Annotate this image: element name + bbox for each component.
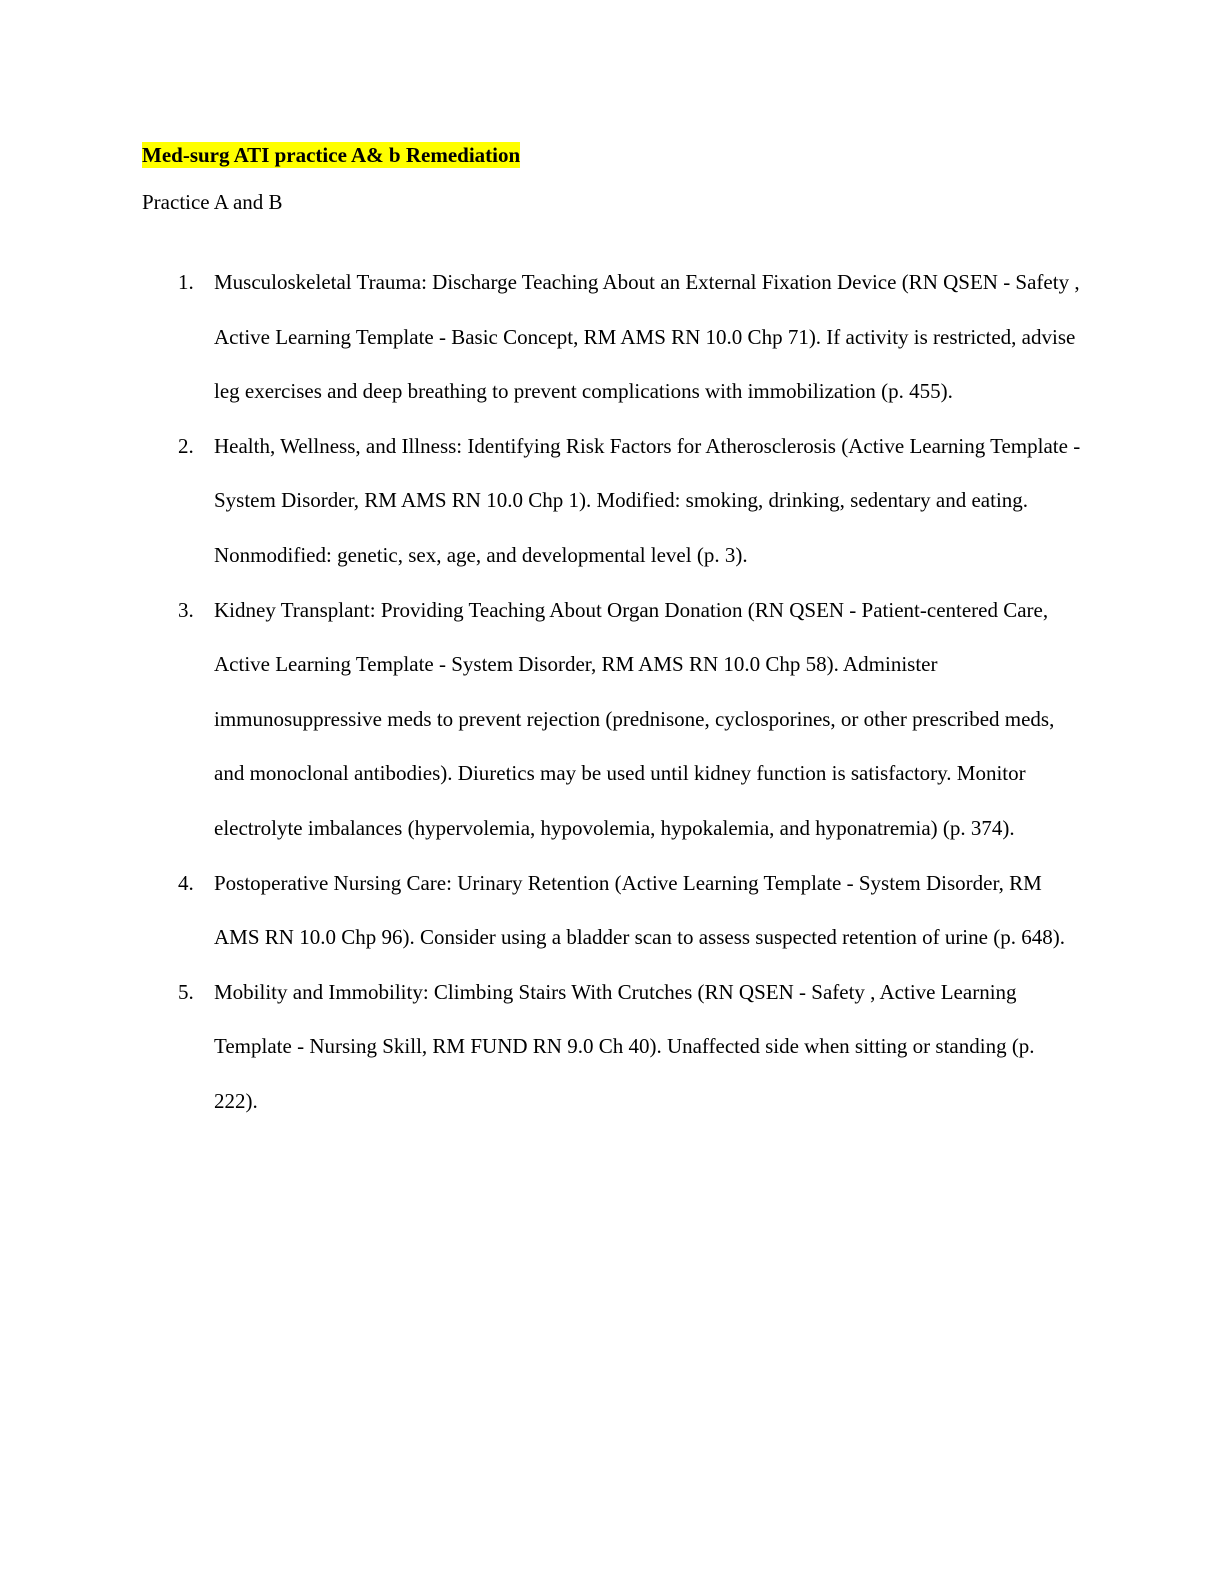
list-item-number: 5.: [178, 979, 194, 1004]
document-subtitle: Practice A and B: [142, 190, 283, 214]
remediation-list: [142, 255, 1082, 1129]
document-title: [142, 140, 520, 170]
list-item: [142, 583, 1082, 856]
list-item-text: Mobility and Immobility: Climbing Stairs With Crutches (RN QSEN - Safety , Active Learning Template - Nursing Skill, RM FUND RN 9.0 Ch 40). Unaffected side when sitting or standing (p. 222).: [214, 979, 1035, 1113]
list-item: [142, 856, 1082, 965]
list-item-number: 3.: [178, 597, 194, 622]
list-item-text: Musculoskeletal Trauma: Discharge Teaching About an External Fixation Device (RN QSEN - Safety , Active Learning Template - Basic Concept, RM AMS RN 10.0 Chp 71). If activity is restricted, advise leg exercises and deep breathing to prevent complications with immobilization (p. 455).: [214, 270, 1080, 404]
list-item-text: Health, Wellness, and Illness: Identifying Risk Factors for Atherosclerosis (Active Learning Template - System Disorder, RM AMS RN 10.0 Chp 1). Modified: smoking, drinking, sedentary and eating. Nonmodified: genetic, sex, age, and developmental level (p. 3).: [214, 433, 1081, 567]
list-item: [142, 965, 1082, 1129]
list-item: [142, 255, 1082, 419]
list-item-number: 2.: [178, 433, 194, 458]
list-item: [142, 419, 1082, 583]
list-item-number: 1.: [178, 270, 194, 294]
list-item-text: Postoperative Nursing Care: Urinary Retention (Active Learning Template - System Disorder, RM AMS RN 10.0 Chp 96). Consider using a bladder scan to assess suspected retention of urine (p. 648).: [214, 870, 1065, 950]
list-item-number: 4.: [178, 870, 194, 895]
list-item-text: Kidney Transplant: Providing Teaching About Organ Donation (RN QSEN - Patient-centered Care, Active Learning Template - System Disorder, RM AMS RN 10.0 Chp 58). Administer immunosuppressive meds to prevent rejection (prednisone, cyclosporines, or other prescribed meds, and monoclonal antibodies). Diuretics may be used until kidney function is satisfactory. Monitor electrolyte imbalances (hypervolemia, hypovolemia, hypokalemia, and hyponatremia) (p. 374).: [214, 597, 1055, 840]
highlighted-title-text: Med-surg ATI practice A& b Remediation: [142, 143, 521, 167]
